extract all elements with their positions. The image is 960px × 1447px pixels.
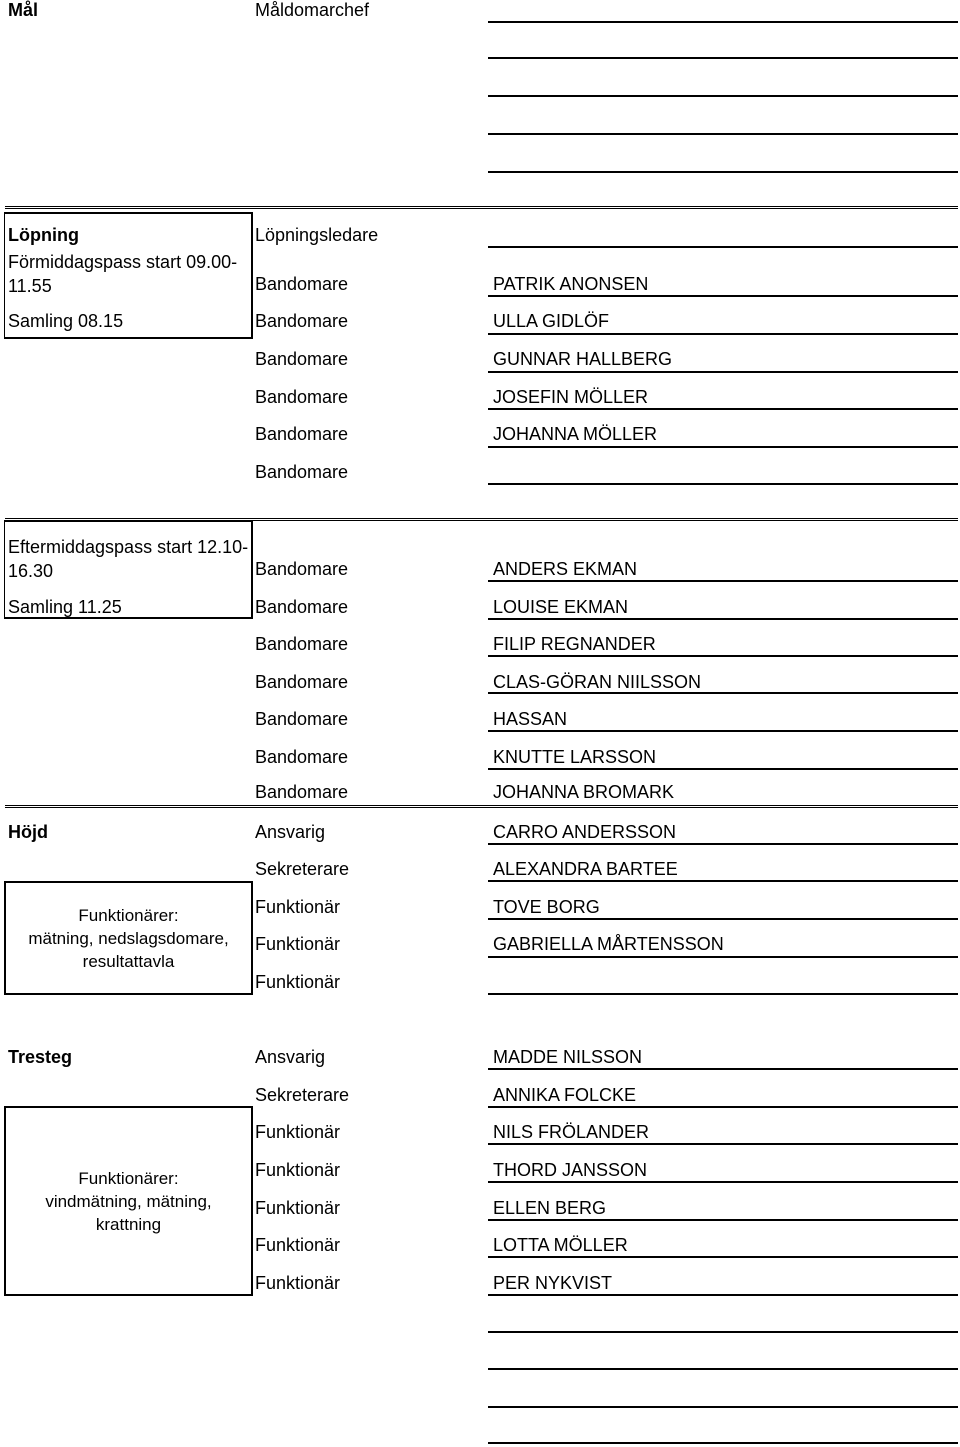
tresteg-name: THORD JANSSON [493, 1160, 648, 1180]
tresteg-name: NILS FRÖLANDER [493, 1122, 650, 1142]
hojd-role: Funktionär [255, 897, 341, 917]
mal-signature-line [488, 171, 958, 173]
name-line [488, 1181, 958, 1183]
section-divider [5, 805, 958, 808]
tresteg-tasks-box [4, 1106, 253, 1296]
name-line [488, 1219, 958, 1221]
afternoon-gathering-label: Samling 11.25 [8, 597, 122, 617]
afternoon-role: Bandomare [255, 747, 349, 767]
mal-role-label: Måldomarchef [255, 0, 370, 20]
morning-role: Bandomare [255, 462, 349, 482]
hojd-title: Höjd [8, 822, 48, 842]
tresteg-role: Funktionär [255, 1160, 341, 1180]
morning-role: Bandomare [255, 424, 349, 444]
tresteg-role: Funktionär [255, 1273, 341, 1293]
afternoon-name: HASSAN [493, 709, 568, 729]
lopning-title: Löpning [8, 225, 79, 245]
afternoon-role: Bandomare [255, 709, 349, 729]
hojd-tasks-text: mätning, nedslagsdomare, resultattavla [28, 928, 229, 971]
blank-line [488, 1406, 958, 1408]
name-line [488, 1143, 958, 1145]
section-divider [5, 206, 958, 209]
tresteg-role: Sekreterare [255, 1085, 350, 1105]
afternoon-name: LOUISE EKMAN [493, 597, 629, 617]
name-line [488, 918, 958, 920]
tresteg-role: Funktionär [255, 1198, 341, 1218]
blank-line [488, 1368, 958, 1370]
tresteg-title: Tresteg [8, 1047, 73, 1067]
afternoon-role: Bandomare [255, 782, 349, 802]
mal-signature-line [488, 95, 958, 97]
afternoon-role: Bandomare [255, 672, 349, 692]
hojd-tasks-box [4, 881, 253, 995]
name-line [488, 580, 958, 582]
name-line [488, 446, 958, 448]
mal-signature-line [488, 21, 958, 23]
hojd-name: CARRO ANDERSSON [493, 822, 677, 842]
afternoon-name: FILIP REGNANDER [493, 634, 656, 654]
mal-signature-line [488, 57, 958, 59]
tresteg-name: LOTTA MÖLLER [493, 1235, 628, 1255]
name-line [488, 1256, 958, 1258]
leader-signature-line [488, 246, 958, 248]
tresteg-tasks-heading: Funktionärer: [78, 1168, 179, 1188]
name-line [488, 1106, 958, 1108]
morning-gathering-label: Samling 08.15 [8, 311, 124, 331]
morning-name: GUNNAR HALLBERG [493, 349, 673, 369]
afternoon-name: CLAS-GÖRAN NIILSSON [493, 672, 702, 692]
hojd-role: Funktionär [255, 972, 341, 992]
afternoon-role: Bandomare [255, 559, 349, 579]
name-line [488, 993, 958, 995]
mal-signature-line [488, 133, 958, 135]
name-line [488, 618, 958, 620]
tresteg-role: Ansvarig [255, 1047, 326, 1067]
morning-role: Bandomare [255, 349, 349, 369]
hojd-role: Sekreterare [255, 859, 350, 879]
name-line [488, 371, 958, 373]
blank-line [488, 1331, 958, 1333]
name-line [488, 843, 958, 845]
name-line [488, 1294, 958, 1296]
name-line [488, 768, 958, 770]
name-line [488, 692, 958, 694]
name-line [488, 333, 958, 335]
name-line [488, 483, 958, 485]
morning-role: Bandomare [255, 387, 349, 407]
morning-role: Bandomare [255, 274, 349, 294]
lopning-leader-label: Löpningsledare [255, 225, 379, 245]
hojd-name: ALEXANDRA BARTEE [493, 859, 678, 879]
tresteg-name: MADDE NILSSON [493, 1047, 643, 1067]
afternoon-name: KNUTTE LARSSON [493, 747, 657, 767]
hojd-name: TOVE BORG [493, 897, 600, 917]
morning-name: ULLA GIDLÖF [493, 311, 610, 331]
tresteg-name: ELLEN BERG [493, 1198, 607, 1218]
tresteg-role: Funktionär [255, 1122, 341, 1142]
name-line [488, 1068, 958, 1070]
name-line [488, 408, 958, 410]
afternoon-role: Bandomare [255, 597, 349, 617]
afternoon-name: JOHANNA BROMARK [493, 782, 675, 802]
hojd-role: Funktionär [255, 934, 341, 954]
name-line [488, 956, 958, 958]
morning-role: Bandomare [255, 311, 349, 331]
morning-name: JOSEFIN MÖLLER [493, 387, 649, 407]
name-line [488, 730, 958, 732]
tresteg-name: PER NYKVIST [493, 1273, 613, 1293]
hojd-role: Ansvarig [255, 822, 326, 842]
morning-name: PATRIK ANONSEN [493, 274, 649, 294]
afternoon-role: Bandomare [255, 634, 349, 654]
morning-session-label: Förmiddagspass start 09.00-11.55 [8, 252, 238, 296]
name-line [488, 295, 958, 297]
hojd-name: GABRIELLA MÅRTENSSON [493, 934, 724, 954]
mal-title: Mål [8, 0, 39, 20]
tresteg-tasks-text: vindmätning, mätning, krattning [45, 1191, 212, 1234]
blank-line [488, 1442, 958, 1444]
hojd-tasks-heading: Funktionärer: [78, 905, 179, 925]
tresteg-name: ANNIKA FOLCKE [493, 1085, 637, 1105]
afternoon-name: ANDERS EKMAN [493, 559, 638, 579]
morning-name: JOHANNA MÖLLER [493, 424, 658, 444]
tresteg-role: Funktionär [255, 1235, 341, 1255]
afternoon-session-label: Eftermiddagspass start 12.10-16.30 [8, 537, 249, 581]
name-line [488, 655, 958, 657]
name-line [488, 880, 958, 882]
